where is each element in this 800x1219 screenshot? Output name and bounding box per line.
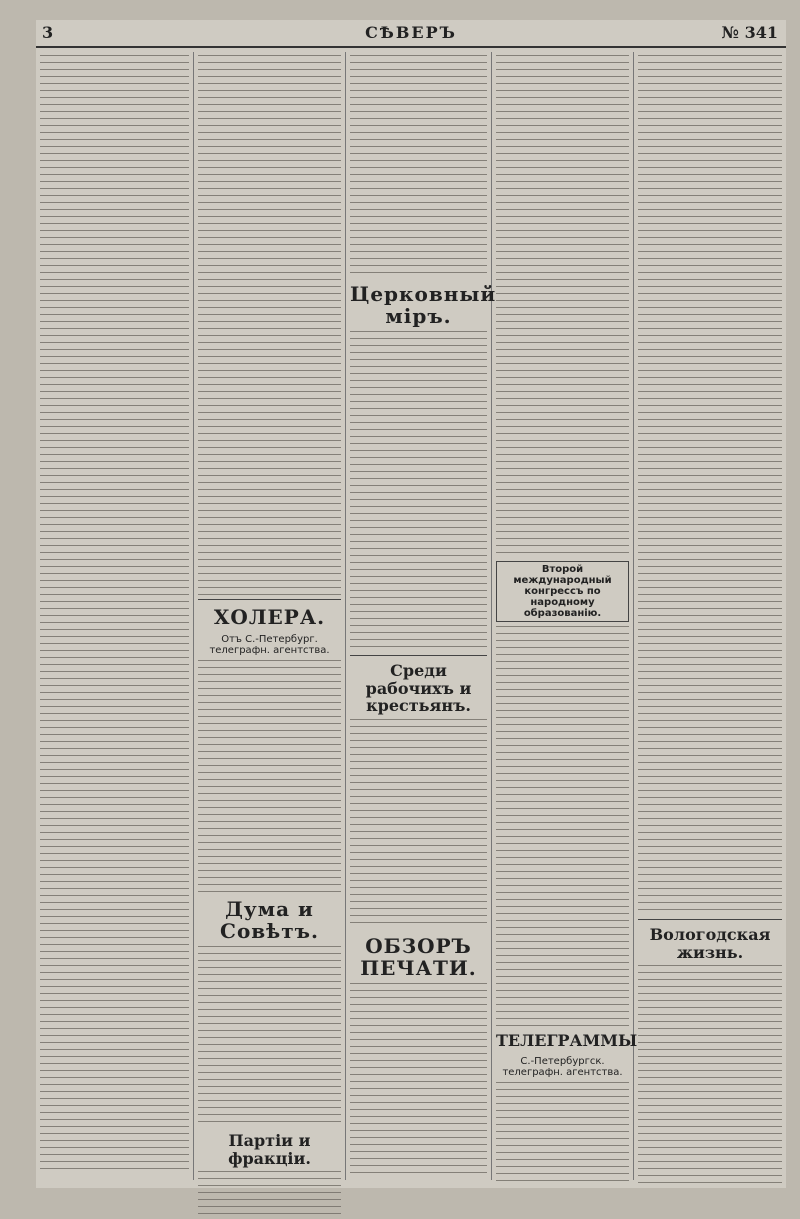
column-3 bbox=[346, 52, 497, 1180]
article-text-block bbox=[496, 55, 629, 555]
section-heading-workers: Среди рабочихъ и крестьянъ. bbox=[365, 661, 472, 716]
article-text-block bbox=[198, 1171, 341, 1219]
section-heading-cholera: ХОЛЕРА. bbox=[213, 605, 326, 629]
section-heading-congress: Второй международный конгрессъ по народному образованію. bbox=[496, 561, 629, 622]
article-text-block bbox=[638, 55, 782, 915]
section-heading-parties: Партіи и фракціи. bbox=[228, 1131, 311, 1168]
article-text-block bbox=[638, 965, 782, 1185]
newspaper-title: СѢВЕРЪ bbox=[365, 23, 457, 42]
article-text-block bbox=[496, 1082, 629, 1186]
divider bbox=[350, 655, 487, 656]
article-text-block bbox=[350, 331, 487, 651]
newspaper-page bbox=[36, 20, 786, 1188]
article-text-block bbox=[350, 719, 487, 929]
section-heading-vologda: Вологодская жизнь. bbox=[649, 925, 771, 962]
column-1 bbox=[36, 52, 194, 1180]
column-4 bbox=[492, 52, 638, 1180]
section-heading-duma: Дума и Совѣтъ. bbox=[220, 897, 319, 943]
masthead bbox=[36, 20, 786, 48]
article-text-block bbox=[198, 946, 341, 1126]
article-text-block bbox=[198, 55, 341, 595]
article-text-block bbox=[350, 983, 487, 1173]
telegrams-source: С.-Петербургск. телеграфн. агентства. bbox=[502, 1055, 623, 1078]
cholera-source: Отъ С.-Петербург. телеграфн. агентства. bbox=[209, 634, 330, 656]
section-heading-church: Церковный міръ. bbox=[350, 282, 497, 328]
issue-number: № 341 bbox=[721, 23, 778, 42]
article-text-block bbox=[198, 660, 341, 892]
article-text-block bbox=[350, 55, 487, 277]
divider bbox=[638, 919, 782, 920]
section-heading-telegrams: ТЕЛЕГРАММЫ bbox=[496, 1031, 638, 1050]
page-number: 3 bbox=[42, 23, 54, 42]
column-5 bbox=[634, 52, 786, 1180]
section-heading-press: ОБЗОРЪ ПЕЧАТИ. bbox=[360, 933, 477, 980]
divider bbox=[198, 599, 341, 600]
article-text-block bbox=[496, 626, 629, 1026]
article-text-block bbox=[40, 55, 189, 1175]
column-2 bbox=[194, 52, 346, 1180]
